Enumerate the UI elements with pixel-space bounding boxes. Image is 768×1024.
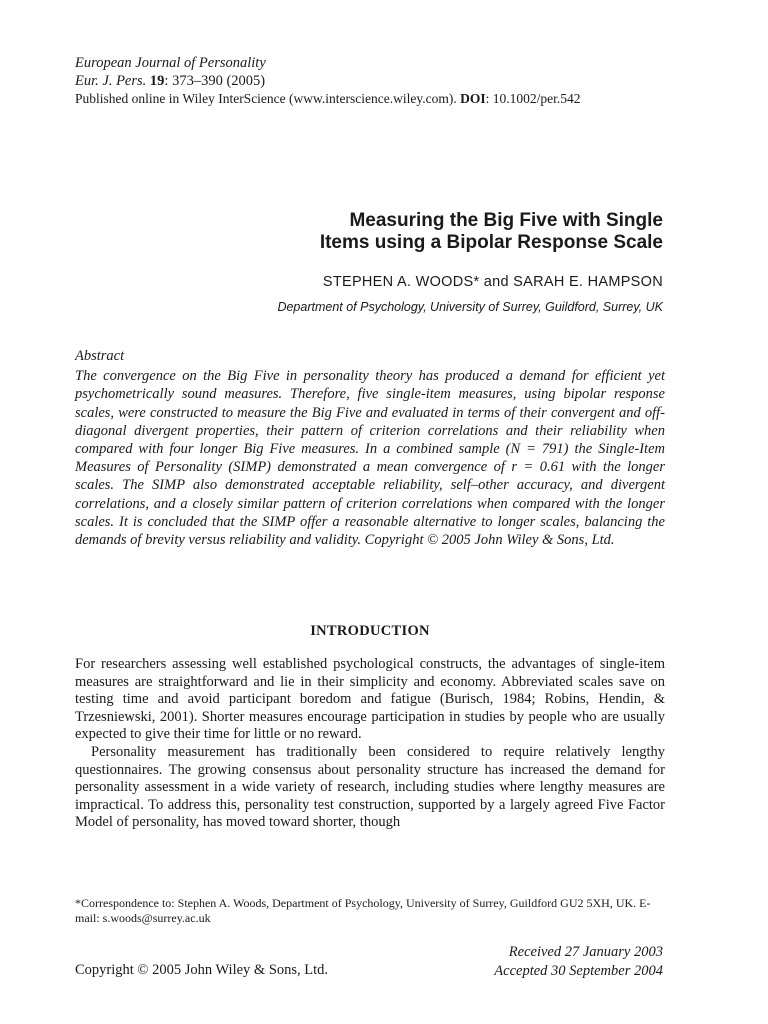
introduction-body [75, 656, 665, 832]
doi-label: DOI [460, 91, 486, 106]
copyright-notice: Copyright © 2005 John Wiley & Sons, Ltd. [75, 962, 329, 978]
abstract-body: The convergence on the Big Five in personality theory has produced a demand for efficient yet psychometrically sound measures. Therefore, five single-item measures, using bipolar response scales, were constructed to measure the Big Five and evaluated in terms of their convergent and off-diagonal divergent properties, their pattern of criterion correlations and their reliability when compared with four longer Big Five measures. In a combined sample (N = 791) the Single-Item Measures of Personality (SIMP) demonstrated a mean convergence of r = 0.61 with the longer scales. The SIMP also demonstrated acceptable reliability, self–other accuracy, and divergent correlations, and a closely similar pattern of criterion correlations when compared with the longer scales. It is concluded that the SIMP offer a reasonable alternative to longer scales, balancing the demands of brevity versus reliability and validity. Copyright © 2005 John Wiley & Sons, Ltd. [75, 368, 665, 549]
received-accepted-dates [494, 943, 663, 981]
abstract [75, 347, 665, 549]
journal-name: European Journal of Personality [75, 55, 266, 71]
doi-value: : 10.1002/per.542 [485, 91, 581, 106]
introduction-heading: INTRODUCTION [310, 623, 430, 639]
publication-line [75, 90, 695, 108]
title-block [143, 210, 663, 314]
abstract-heading: Abstract [75, 348, 125, 364]
journal-citation [75, 73, 695, 91]
correspondence-footnote: *Correspondence to: Stephen A. Woods, Department of Psychology, University of Surrey, Guildford GU2 5XH, UK. E-mail: s.woods@surrey.ac.uk [75, 896, 651, 925]
journal-volume: 19 [149, 72, 165, 89]
introduction-paragraph-2: Personality measurement has traditionally been considered to require relatively lengthy questionnaires. The growing consensus about personality structure has increased the demand for personality assessment in a wide variety of research, including studies where lengthy measures are impractical. To address this, personality test construction, supported by a largely agreed Five Factor Model of personality, has moved toward shorter, though [75, 743, 665, 831]
introduction-paragraph-1: For researchers assessing well established psychological constructs, the advantages of single-item measures are straightforward and lie in their simplicity and economy. Abbreviated scales save on testing time and avoid participant boredom and fatigue (Burisch, 1984; Robins, Hendin, & Trzesniewski, 2001). Shorter measures encourage participation in studies by people who are usually expected to give their time for little or no reward. [75, 656, 665, 743]
publication-text: Published online in Wiley InterScience (www.interscience.wiley.com). [75, 91, 457, 106]
authors: STEPHEN A. WOODS* and SARAH E. HAMPSON [322, 274, 663, 290]
journal-header [75, 55, 695, 108]
journal-pages-year: : 373–390 (2005) [164, 72, 266, 89]
journal-abbreviation: Eur. J. Pers. [75, 72, 147, 89]
title-line-2: Items using a Bipolar Response Scale [319, 232, 663, 253]
affiliation: Department of Psychology, University of Surrey, Guildford, Surrey, UK [277, 300, 663, 314]
article-title [143, 210, 663, 254]
title-line-1: Measuring the Big Five with Single [349, 210, 663, 231]
accepted-date: Accepted 30 September 2004 [494, 963, 663, 979]
received-date: Received 27 January 2003 [508, 944, 663, 960]
